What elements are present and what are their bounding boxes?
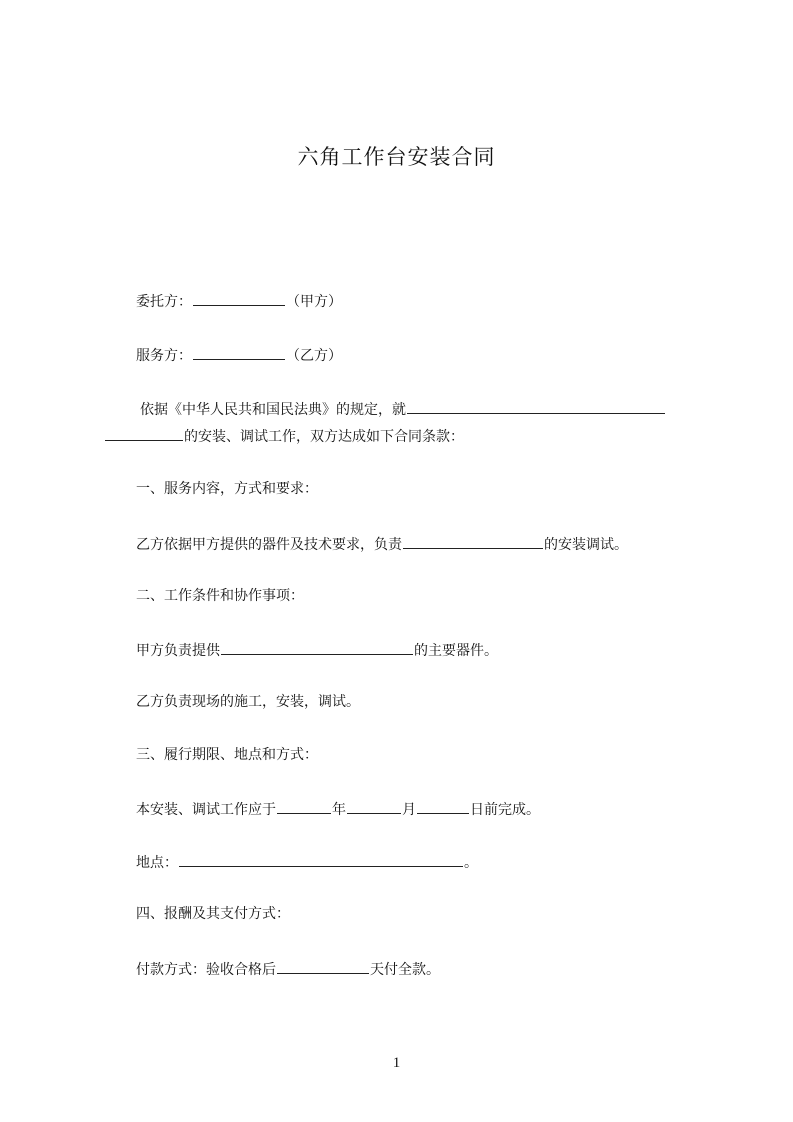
party-b-label: 服务方： [136, 348, 192, 364]
intro-text: 依据《中华人民共和国民法典》的规定，就 [140, 402, 406, 418]
s4-text-a: 付款方式：验收合格后 [136, 962, 276, 978]
section-3-place [136, 851, 478, 873]
month-blank[interactable] [347, 798, 401, 814]
section-1-para [136, 533, 628, 555]
intro-blank-2[interactable] [105, 425, 183, 441]
s2-text-a: 甲方负责提供 [136, 643, 220, 659]
s4-text-b: 天付全款。 [370, 962, 440, 978]
s1-text-a: 乙方依据甲方提供的器件及技术要求，负责 [136, 537, 402, 553]
intro-line-2 [104, 425, 464, 447]
section-2-heading: 二、工作条件和协作事项： [136, 588, 304, 604]
section-2-para-2: 乙方负责现场的施工，安装，调试。 [136, 694, 360, 710]
intro-line [140, 398, 666, 420]
s4-blank[interactable] [277, 958, 369, 974]
month-label: 月 [402, 802, 416, 818]
party-b-line [136, 344, 342, 366]
place-blank[interactable] [179, 851, 463, 867]
document-title: 六角工作台安装合同 [297, 145, 496, 169]
party-a-line [136, 290, 342, 312]
party-a-suffix: （甲方） [286, 294, 342, 310]
year-blank[interactable] [277, 798, 331, 814]
s1-blank[interactable] [403, 533, 543, 549]
s1-text-b: 的安装调试。 [544, 537, 628, 553]
place-label: 地点： [136, 855, 178, 871]
year-label: 年 [332, 802, 346, 818]
s3-text-b: 日前完成。 [470, 802, 540, 818]
party-b-suffix: （乙方） [286, 348, 342, 364]
page-number: 1 [392, 1055, 401, 1071]
section-4-para [136, 958, 440, 980]
section-4-heading: 四、报酬及其支付方式： [136, 906, 290, 922]
section-3-para-1 [136, 798, 540, 820]
section-1-heading: 一、服务内容，方式和要求： [136, 481, 318, 497]
s2-text-b: 的主要器件。 [414, 643, 498, 659]
section-2-para-1 [136, 639, 498, 661]
place-end: 。 [464, 855, 478, 871]
s2-blank[interactable] [221, 639, 413, 655]
day-blank[interactable] [417, 798, 469, 814]
intro-cont: 的安装、调试工作，双方达成如下合同条款： [184, 429, 464, 445]
party-a-blank[interactable] [193, 290, 285, 306]
section-3-heading: 三、履行期限、地点和方式： [136, 747, 318, 763]
party-b-blank[interactable] [193, 344, 285, 360]
intro-blank[interactable] [407, 398, 665, 414]
s3-text-a: 本安装、调试工作应于 [136, 802, 276, 818]
party-a-label: 委托方： [136, 294, 192, 310]
